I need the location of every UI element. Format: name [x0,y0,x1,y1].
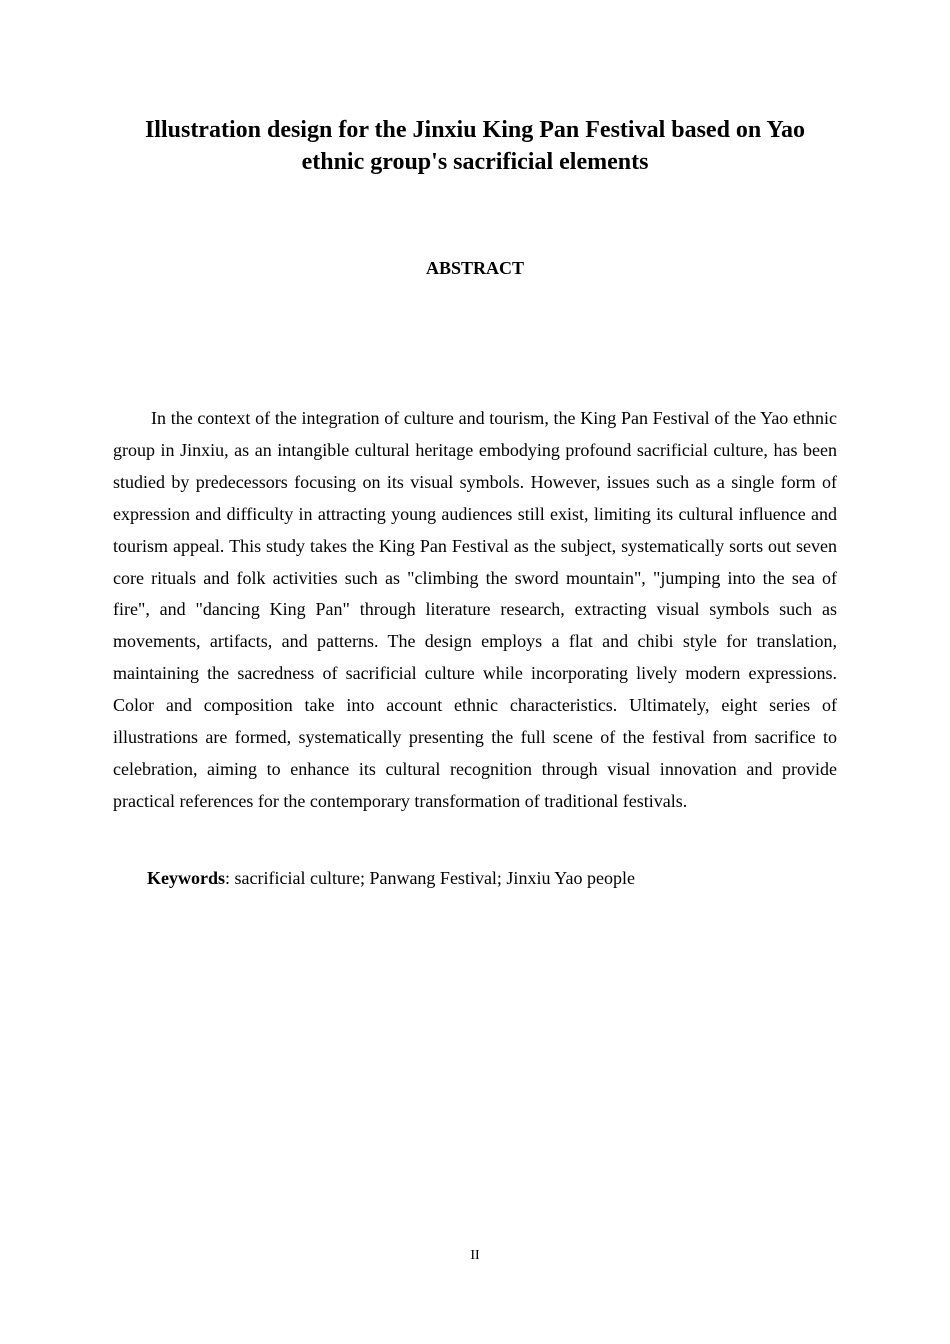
abstract-heading: ABSTRACT [425,258,525,278]
abstract-paragraph: In the context of the integration of culture and tourism, the King Pan Festival of the Yao ethnic group in Jinxiu, as an intangible cultural heritage embodying profound sacrificial culture, has been studied by predecessors focusing on its visual symbols. However, issues such as a single form of expression and difficulty in attracting young audiences still exist, limiting its cultural influence and tourism appeal. This study takes the King Pan Festival as the subject, systematically sorts out seven core rituals and folk activities such as "climbing the sword mountain", "jumping into the sea of fire", and "dancing King Pan" through literature research, extracting visual symbols such as movements, artifacts, and patterns. The design employs a flat and chibi style for translation, maintaining the sacredness of sacrificial culture while incorporating lively modern expressions. Color and composition take into account ethnic characteristics. Ultimately, eight series of illustrations are formed, systematically presenting the full scene of the festival from sacrifice to celebration, aiming to enhance its cultural recognition through visual innovation and provide practical references for the contemporary transformation of traditional festivals. [113,408,837,811]
document-title [100,114,850,178]
keywords-text: sacrificial culture; Panwang Festival; Jinxiu Yao people [234,868,635,888]
keywords-label: Keywords [147,868,225,888]
keywords-line [147,866,635,890]
keywords-separator: : [225,868,235,888]
title-line-1: Illustration design for the Jinxiu King Pan Festival based on Yao [144,117,806,143]
page-number: II [470,1248,480,1263]
title-line-2: ethnic group's sacrificial elements [301,149,649,175]
